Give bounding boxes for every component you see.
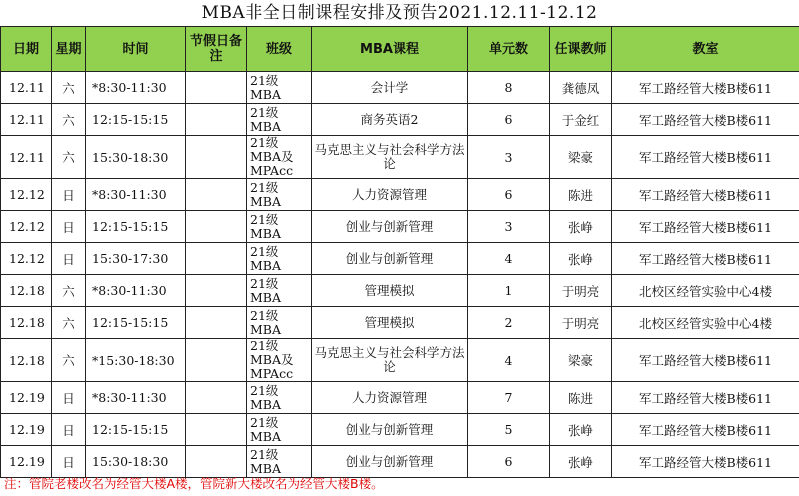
cell-units: 4 <box>468 339 550 382</box>
cell-class: 21级MBA <box>247 72 312 104</box>
cell-teacher: 陈进 <box>550 179 612 211</box>
cell-class: 21级MBA及MPAcc <box>247 136 312 179</box>
cell-date: 12.18 <box>1 275 52 307</box>
header-row <box>1 27 799 72</box>
cell-weekday: 六 <box>52 307 86 339</box>
table-row <box>1 179 799 211</box>
cell-class: 21级MBA <box>247 104 312 136</box>
cell-note <box>186 136 247 179</box>
cell-teacher: 张峥 <box>550 211 612 243</box>
cell-note <box>186 275 247 307</box>
cell-weekday: 日 <box>52 211 86 243</box>
cell-teacher: 龚德凤 <box>550 72 612 104</box>
cell-class: 21级MBA及MPAcc <box>247 339 312 382</box>
cell-room: 军工路经管大楼B楼611 <box>612 179 799 211</box>
cell-room: 军工路经管大楼B楼611 <box>612 211 799 243</box>
cell-room: 军工路经管大楼B楼611 <box>612 446 799 478</box>
cell-weekday: 日 <box>52 243 86 275</box>
cell-units: 1 <box>468 275 550 307</box>
cell-room: 军工路经管大楼B楼611 <box>612 414 799 446</box>
cell-weekday: 六 <box>52 275 86 307</box>
cell-note <box>186 179 247 211</box>
cell-teacher: 张峥 <box>550 446 612 478</box>
cell-course: 创业与创新管理 <box>312 414 468 446</box>
cell-time: 15:30-18:30 <box>86 446 186 478</box>
cell-note <box>186 243 247 275</box>
cell-weekday: 日 <box>52 382 86 414</box>
cell-course: 创业与创新管理 <box>312 446 468 478</box>
header-teacher: 任课教师 <box>550 27 612 72</box>
header-time: 时间 <box>86 27 186 72</box>
cell-weekday: 六 <box>52 339 86 382</box>
cell-course: 人力资源管理 <box>312 179 468 211</box>
sheet-title: MBA非全日制课程安排及预告2021.12.11-12.12 <box>201 3 598 23</box>
cell-class: 21级MBA <box>247 307 312 339</box>
cell-class: 21级MBA <box>247 211 312 243</box>
cell-room: 军工路经管大楼B楼611 <box>612 243 799 275</box>
header-date: 日期 <box>1 27 52 72</box>
cell-date: 12.11 <box>1 104 52 136</box>
footnote: 注：管院老楼改名为经管大楼A楼，管院新大楼改名为经管大楼B楼。 <box>4 476 384 491</box>
cell-class: 21级MBA <box>247 382 312 414</box>
cell-course: 人力资源管理 <box>312 382 468 414</box>
cell-room: 军工路经管大楼B楼611 <box>612 382 799 414</box>
header-class: 班级 <box>247 27 312 72</box>
cell-weekday: 六 <box>52 136 86 179</box>
cell-teacher: 张峥 <box>550 243 612 275</box>
cell-course: 马克思主义与社会科学方法论 <box>312 339 468 382</box>
table-row <box>1 243 799 275</box>
cell-weekday: 六 <box>52 104 86 136</box>
cell-date: 12.11 <box>1 72 52 104</box>
cell-teacher: 于金红 <box>550 104 612 136</box>
cell-time: 15:30-17:30 <box>86 243 186 275</box>
cell-date: 12.11 <box>1 136 52 179</box>
cell-units: 5 <box>468 414 550 446</box>
cell-class: 21级MBA <box>247 414 312 446</box>
cell-class: 21级MBA <box>247 179 312 211</box>
cell-units: 6 <box>468 446 550 478</box>
cell-units: 3 <box>468 136 550 179</box>
cell-note <box>186 72 247 104</box>
cell-room: 军工路经管大楼B楼611 <box>612 136 799 179</box>
cell-course: 管理模拟 <box>312 307 468 339</box>
cell-date: 12.12 <box>1 179 52 211</box>
cell-room: 军工路经管大楼B楼611 <box>612 104 799 136</box>
cell-course: 会计学 <box>312 72 468 104</box>
cell-room: 北校区经管实验中心4楼 <box>612 307 799 339</box>
cell-note <box>186 211 247 243</box>
cell-weekday: 日 <box>52 446 86 478</box>
cell-class: 21级MBA <box>247 243 312 275</box>
cell-course: 马克思主义与社会科学方法论 <box>312 136 468 179</box>
cell-units: 4 <box>468 243 550 275</box>
cell-time: *15:30-18:30 <box>86 339 186 382</box>
header-course: MBA课程 <box>312 27 468 72</box>
cell-time: 12:15-15:15 <box>86 104 186 136</box>
cell-time: 12:15-15:15 <box>86 307 186 339</box>
header-weekday: 星期 <box>52 27 86 72</box>
cell-date: 12.12 <box>1 211 52 243</box>
cell-note <box>186 104 247 136</box>
cell-time: 15:30-18:30 <box>86 136 186 179</box>
cell-teacher: 梁豪 <box>550 136 612 179</box>
cell-room: 军工路经管大楼B楼611 <box>612 339 799 382</box>
cell-note <box>186 382 247 414</box>
cell-note <box>186 307 247 339</box>
schedule-table <box>0 26 799 478</box>
cell-units: 6 <box>468 179 550 211</box>
table-row <box>1 307 799 339</box>
cell-date: 12.19 <box>1 446 52 478</box>
table-row <box>1 446 799 478</box>
cell-teacher: 陈进 <box>550 382 612 414</box>
cell-course: 创业与创新管理 <box>312 243 468 275</box>
cell-teacher: 张峥 <box>550 414 612 446</box>
table-row <box>1 104 799 136</box>
cell-note <box>186 414 247 446</box>
cell-room: 北校区经管实验中心4楼 <box>612 275 799 307</box>
cell-date: 12.18 <box>1 339 52 382</box>
cell-date: 12.18 <box>1 307 52 339</box>
cell-time: 12:15-15:15 <box>86 211 186 243</box>
cell-weekday: 六 <box>52 72 86 104</box>
cell-time: *8:30-11:30 <box>86 382 186 414</box>
cell-weekday: 日 <box>52 414 86 446</box>
table-row <box>1 339 799 382</box>
cell-units: 7 <box>468 382 550 414</box>
cell-note <box>186 339 247 382</box>
table-row <box>1 136 799 179</box>
cell-units: 3 <box>468 211 550 243</box>
header-units: 单元数 <box>468 27 550 72</box>
cell-date: 12.19 <box>1 382 52 414</box>
cell-class: 21级MBA <box>247 275 312 307</box>
table-row <box>1 211 799 243</box>
cell-time: *8:30-11:30 <box>86 72 186 104</box>
cell-time: 12:15-15:15 <box>86 414 186 446</box>
cell-course: 商务英语2 <box>312 104 468 136</box>
table-row <box>1 414 799 446</box>
header-holiday-note: 节假日备注 <box>186 27 247 72</box>
cell-time: *8:30-11:30 <box>86 275 186 307</box>
cell-units: 8 <box>468 72 550 104</box>
table-row <box>1 275 799 307</box>
cell-class: 21级MBA <box>247 446 312 478</box>
table-row <box>1 382 799 414</box>
cell-note <box>186 446 247 478</box>
cell-units: 6 <box>468 104 550 136</box>
cell-units: 2 <box>468 307 550 339</box>
cell-teacher: 梁豪 <box>550 339 612 382</box>
cell-teacher: 于明亮 <box>550 307 612 339</box>
cell-date: 12.12 <box>1 243 52 275</box>
cell-room: 军工路经管大楼B楼611 <box>612 72 799 104</box>
cell-time: *8:30-11:30 <box>86 179 186 211</box>
cell-teacher: 于明亮 <box>550 275 612 307</box>
cell-date: 12.19 <box>1 414 52 446</box>
cell-weekday: 日 <box>52 179 86 211</box>
cell-course: 创业与创新管理 <box>312 211 468 243</box>
table-row <box>1 72 799 104</box>
cell-course: 管理模拟 <box>312 275 468 307</box>
header-room: 教室 <box>612 27 799 72</box>
schedule-rows <box>1 72 799 478</box>
